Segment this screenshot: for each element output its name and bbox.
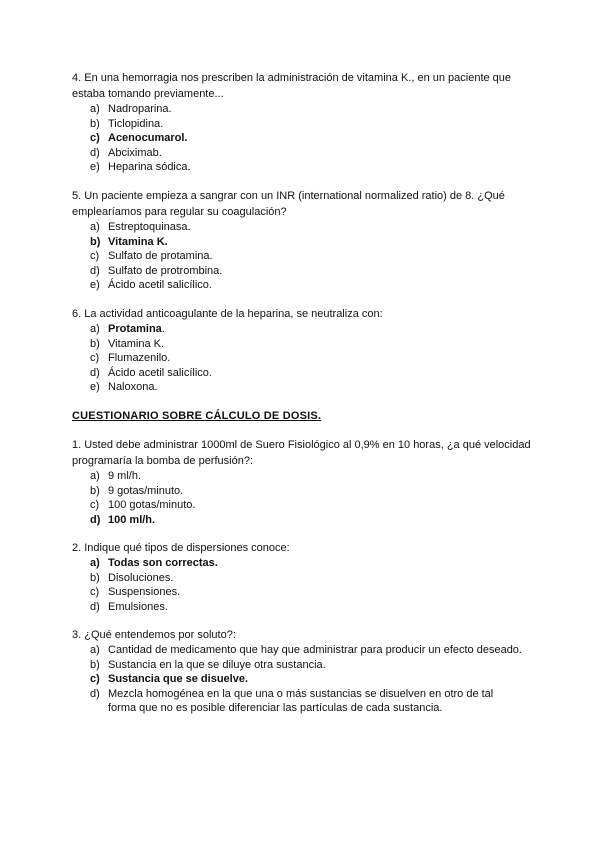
answer-option: e) Naloxona. <box>90 381 158 394</box>
answer-option: e) Ácido acetil salicílico. <box>90 279 212 292</box>
answer-option: e) Heparina sódica. <box>90 161 191 174</box>
answer-list <box>72 322 542 395</box>
answer-list <box>72 643 542 716</box>
answer-option: d) Mezcla homogénea en la que una o más sustancias se disuelven en otro de tal forma que no es posible diferenciar las partículas de cada sustancia. <box>90 687 494 715</box>
answer-option: d) Emulsiones. <box>90 600 168 613</box>
answer-option: d) Ácido acetil salicílico. <box>90 366 212 379</box>
answer-option: b) Sustancia en la que se diluye otra sustancia. <box>90 658 326 671</box>
answer-option-correct: a) Todas son correctas. <box>90 557 218 569</box>
answer-option: a) Estreptoquinasa. <box>90 221 191 233</box>
answer-list <box>72 469 542 527</box>
question-1 <box>72 437 542 527</box>
answer-option: a) Cantidad de medicamento que hay que administrar para producir un efecto deseado. <box>90 644 522 656</box>
question-text: 3. ¿Qué entendemos por soluto?: <box>72 629 236 641</box>
answer-option: c) 100 gotas/minuto. <box>90 499 196 512</box>
answer-option: a) 9 ml/h. <box>90 470 142 482</box>
answer-option: d) Abciximab. <box>90 146 162 159</box>
answer-option-correct: b) Vitamina K. <box>90 235 168 248</box>
answer-list <box>72 220 542 293</box>
answer-list <box>72 102 542 175</box>
question-5 <box>72 188 542 293</box>
question-text: 4. En una hemorragia nos prescriben la administración de vitamina K., en un paciente que estaba tomando previamente... <box>72 72 512 100</box>
answer-option: b) Disoluciones. <box>90 571 174 584</box>
question-text: 5. Un paciente empieza a sangrar con un INR (international normalized ratio) de 8. ¿Qué emplearíamos para regular su coagulación? <box>72 190 505 218</box>
section-title-block <box>72 408 542 424</box>
question-text: 6. La actividad anticoagulante de la heparina, se neutraliza con: <box>72 308 383 320</box>
question-2 <box>72 540 542 614</box>
answer-option-correct: c) Sustancia que se disuelve. <box>90 673 249 686</box>
question-6 <box>72 306 542 395</box>
answer-option-correct: c) Acenocumarol. <box>90 132 188 145</box>
answer-option: c) Flumazenilo. <box>90 352 171 365</box>
answer-option: c) Suspensiones. <box>90 586 181 599</box>
answer-option: b) Ticlopidina. <box>90 117 164 130</box>
question-3 <box>72 627 542 716</box>
question-4 <box>72 70 542 175</box>
section-title: CUESTIONARIO SOBRE CÁLCULO DE DOSIS. <box>72 410 322 422</box>
answer-option: c) Sulfato de protamina. <box>90 250 213 263</box>
answer-option: a) Nadroparina. <box>90 103 172 115</box>
answer-option: b) 9 gotas/minuto. <box>90 484 184 497</box>
question-text: 1. Usted debe administrar 1000ml de Suero Fisiológico al 0,9% en 10 horas, ¿a qué velocidad programaría la bomba de perfusión?: <box>72 439 531 467</box>
answer-list <box>72 556 542 614</box>
answer-option: b) Vitamina K. <box>90 337 165 350</box>
answer-option: d) Sulfato de protrombina. <box>90 264 223 277</box>
answer-option-correct: a) Protamina. <box>90 323 165 335</box>
question-text: 2. Indique qué tipos de dispersiones conoce: <box>72 542 290 554</box>
answer-option-correct: d) 100 ml/h. <box>90 513 156 526</box>
